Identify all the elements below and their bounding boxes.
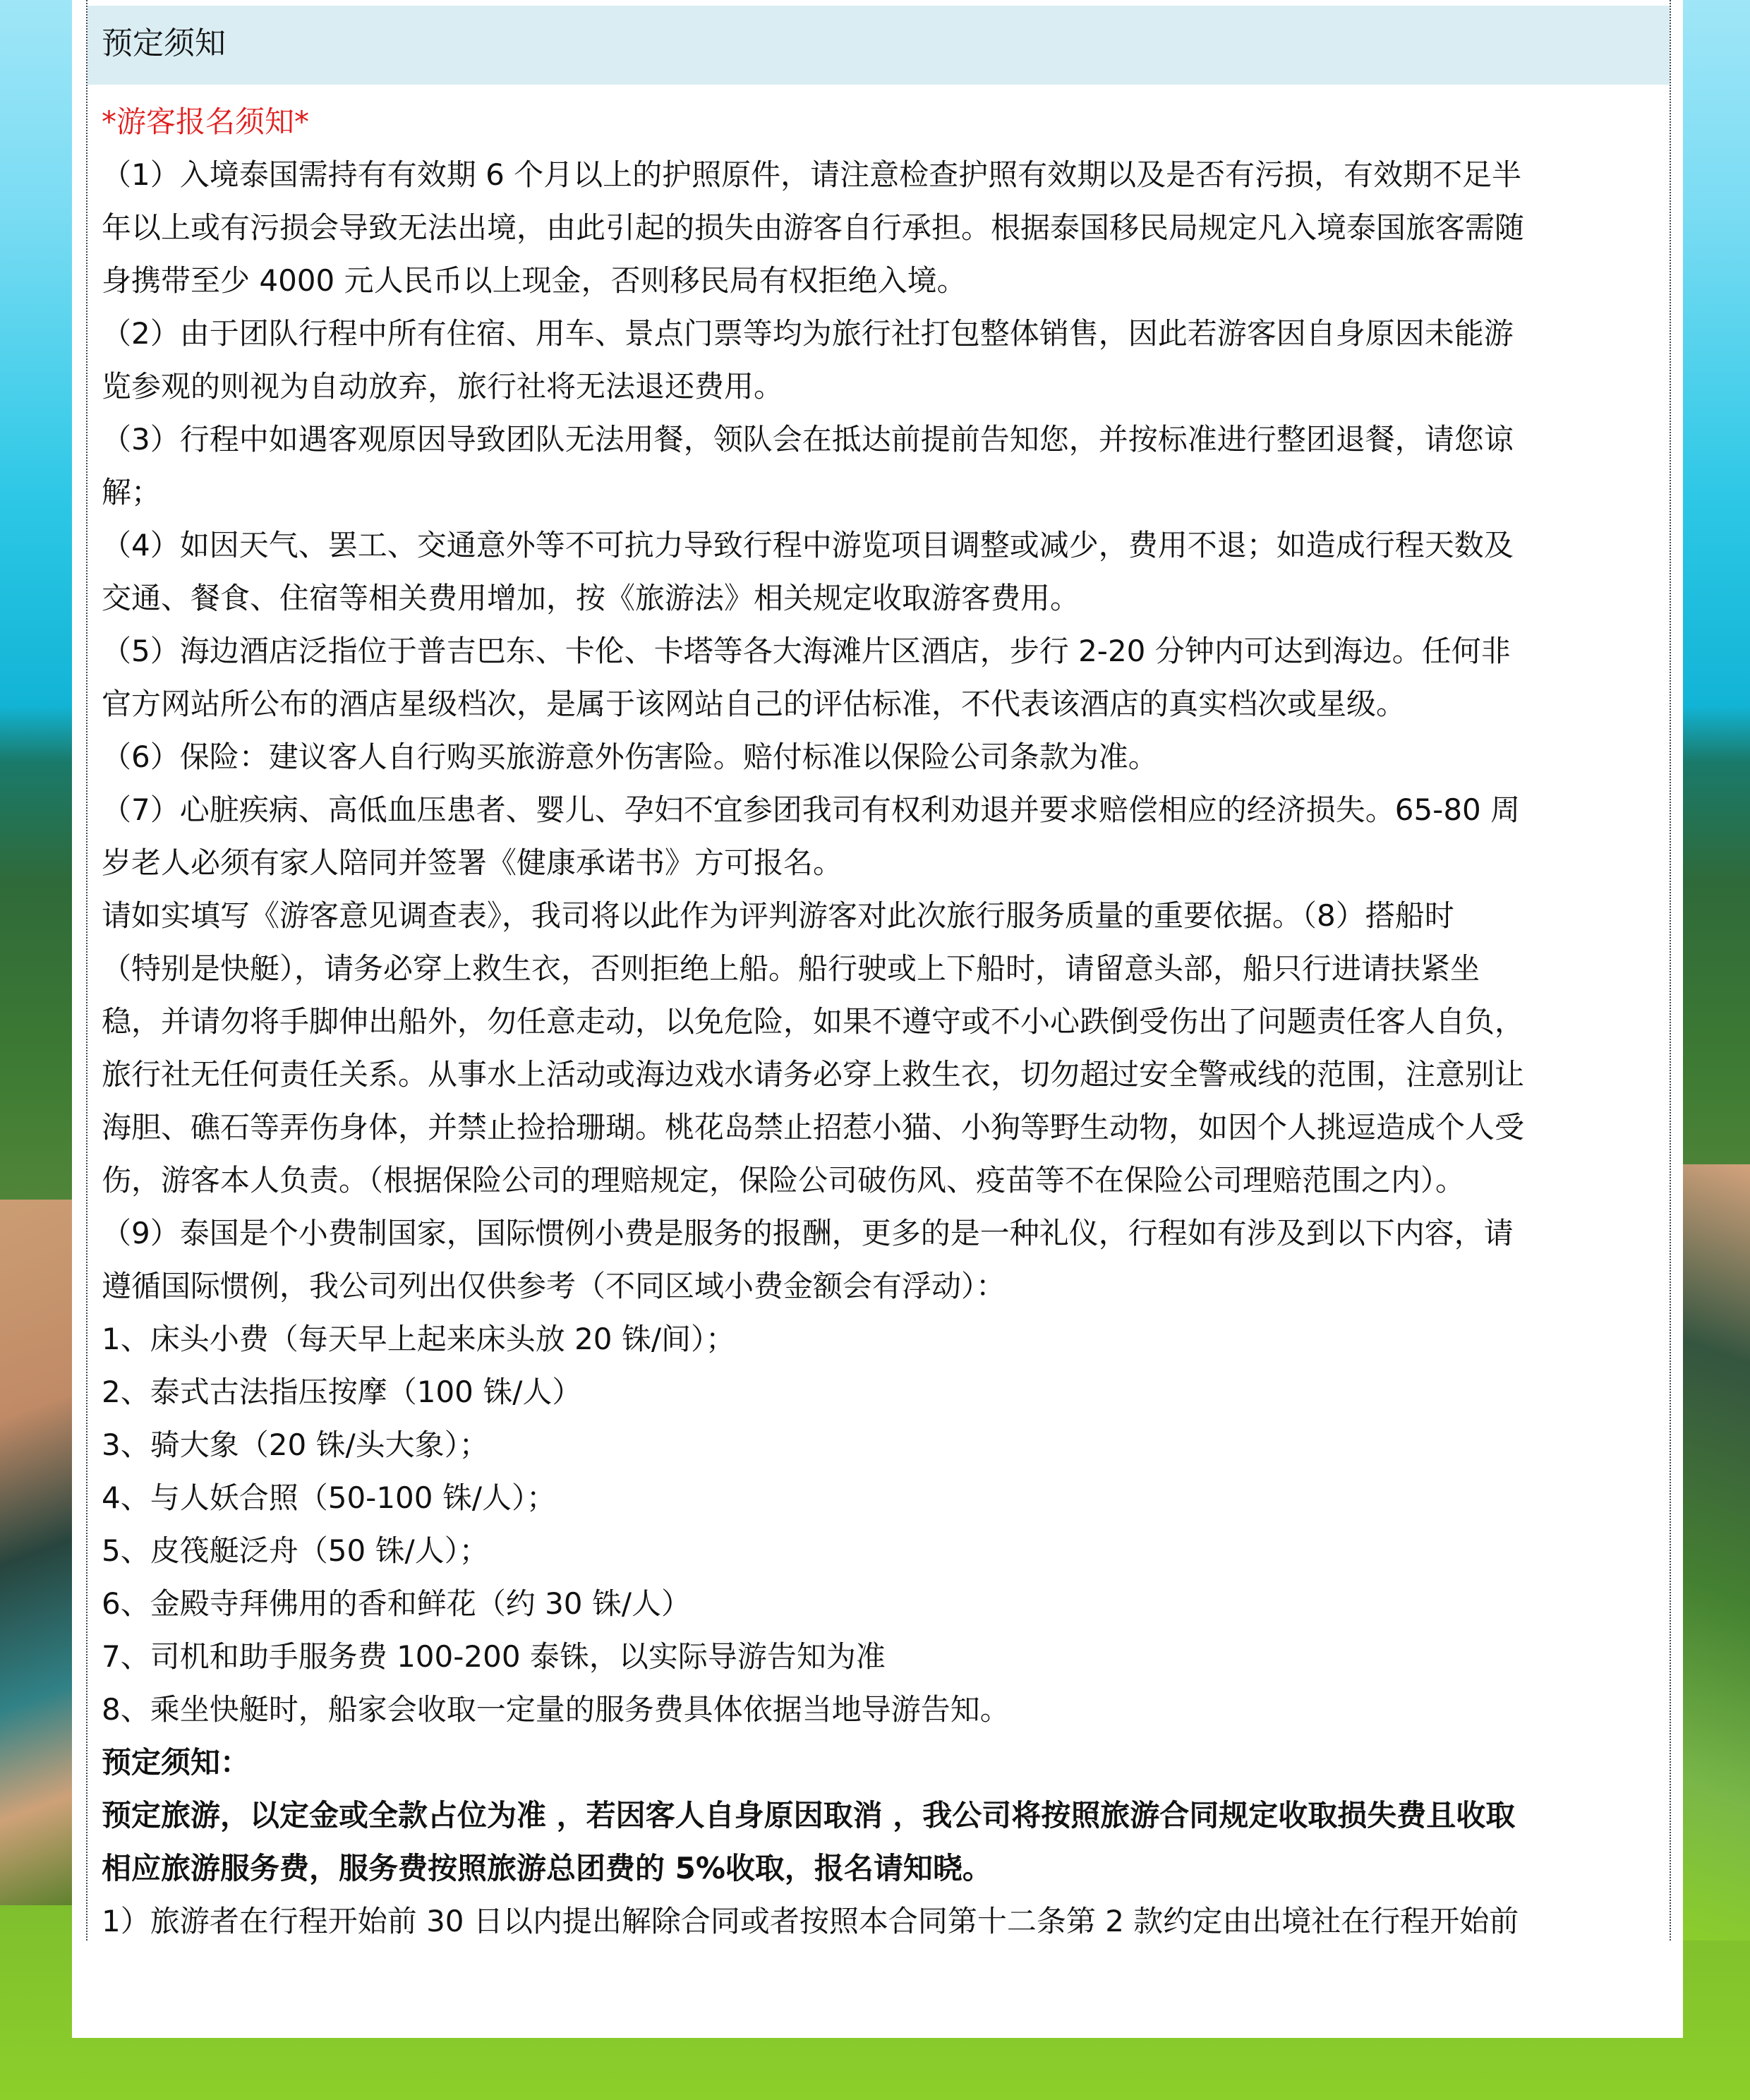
notice-line: 岁老人必须有家人陪同并签署《健康承诺书》方可报名。 — [102, 845, 843, 880]
notice-line: 稳，并请勿将手脚伸出船外，勿任意走动，以免危险，如果不遵守或不小心跌倒受伤出了问题责任客人自负， — [102, 1004, 1525, 1039]
background-photo-right — [1683, 1164, 1750, 1941]
booking-policy-line: 相应旅游服务费，服务费按照旅游总团费的 5%收取，报名请知晓。 — [102, 1851, 992, 1885]
notice-line: 年以上或有污损会导致无法出境，由此引起的损失由游客自行承担。根据泰国移民局规定凡入境泰国旅客需随 — [102, 210, 1525, 245]
notice-line: （9）泰国是个小费制国家，国际惯例小费是服务的报酬，更多的是一种礼仪，行程如有涉及到以下内容，请 — [102, 1216, 1514, 1250]
section-header — [88, 6, 1670, 85]
notice-card — [72, 0, 1683, 2038]
tip-item: 8、乘坐快艇时，船家会收取一定量的服务费具体依据当地导游告知。 — [102, 1692, 1010, 1727]
notice-line: （1）入境泰国需持有有效期 6 个月以上的护照原件，请注意检查护照有效期以及是否有污损，有效期不足半 — [102, 157, 1522, 192]
tip-item: 2、泰式古法指压按摩（100 铢/人） — [102, 1375, 582, 1409]
notice-line: （5）海边酒店泛指位于普吉巴东、卡伦、卡塔等各大海滩片区酒店，步行 2-20 分钟内可达到海边。任何非 — [102, 634, 1511, 668]
notice-line: 遵循国际惯例，我公司列出仅供参考（不同区域小费金额会有浮动）： — [102, 1269, 1006, 1303]
notice-subtitle: *游客报名须知* — [102, 104, 310, 139]
notice-line: 伤，游客本人负责。（根据保险公司的理赔规定，保险公司破伤风、疫苗等不在保险公司理赔范围之内）。 — [102, 1163, 1466, 1197]
notice-line: （特别是快艇），请务必穿上救生衣，否则拒绝上船。船行驶或上下船时，请留意头部，船只行进请扶紧坐 — [102, 951, 1480, 986]
notice-line: 身携带至少 4000 元人民币以上现金，否则移民局有权拒绝入境。 — [102, 263, 967, 298]
booking-clause: 1）旅游者在行程开始前 30 日以内提出解除合同或者按照本合同第十二条第 2 款约定由出境社在行程开始前 — [102, 1904, 1519, 1938]
notice-line: 旅行社无任何责任关系。从事水上活动或海边戏水请务必穿上救生衣，切勿超过安全警戒线的范围，注意别让 — [102, 1057, 1525, 1092]
notice-line: 海胆、礁石等弄伤身体，并禁止捡拾珊瑚。桃花岛禁止招惹小猫、小狗等野生动物，如因个人挑逗造成个人受 — [102, 1110, 1525, 1145]
section-title: 预定须知 — [102, 25, 226, 61]
booking-heading: 预定须知： — [102, 1745, 251, 1780]
notice-line: （6）保险：建议客人自行购买旅游意外伤害险。赔付标准以保险公司条款为准。 — [102, 740, 1158, 774]
notice-content — [102, 95, 1661, 1948]
tip-item: 4、与人妖合照（50-100 铢/人）； — [102, 1480, 556, 1515]
booking-policy-line: 预定旅游，以定金或全款占位为准 ，若因客人自身原因取消 ，我公司将按照旅游合同规定收取损失费且收取 — [102, 1798, 1516, 1833]
notice-line: 请如实填写《游客意见调查表》，我司将以此作为评判游客对此次旅行服务质量的重要依据。（8）搭船时 — [102, 898, 1454, 933]
notice-line: 官方网站所公布的酒店星级档次，是属于该网站自己的评估标准，不代表该酒店的真实档次或星级。 — [102, 687, 1406, 721]
tip-item: 7、司机和助手服务费 100-200 泰铢，以实际导游告知为准 — [102, 1639, 886, 1674]
tip-item: 6、金殿寺拜佛用的香和鲜花（约 30 铢/人） — [102, 1586, 692, 1621]
notice-line: 交通、餐食、住宿等相关费用增加，按《旅游法》相关规定收取游客费用。 — [102, 581, 1080, 615]
notice-line: （2）由于团队行程中所有住宿、用车、景点门票等均为旅行社打包整体销售，因此若游客因自身原因未能游 — [102, 316, 1514, 351]
notice-line: （4）如因天气、罢工、交通意外等不可抗力导致行程中游览项目调整或减少，费用不退；如造成行程天数及 — [102, 528, 1514, 562]
notice-line: （7）心脏疾病、高低血压患者、婴儿、孕妇不宜参团我司有权利劝退并要求赔偿相应的经济损失。65-80 周 — [102, 792, 1521, 827]
notice-line: （3）行程中如遇客观原因导致团队无法用餐，领队会在抵达前提前告知您，并按标准进行整团退餐，请您谅 — [102, 422, 1514, 457]
notice-line: 解； — [102, 475, 162, 509]
tip-item: 5、皮筏艇泛舟（50 铢/人）； — [102, 1533, 489, 1568]
background-photo-left — [0, 1200, 72, 1905]
notice-line: 览参观的则视为自动放弃，旅行社将无法退还费用。 — [102, 369, 784, 404]
tip-item: 1、床头小费（每天早上起来床头放 20 铢/间）； — [102, 1322, 736, 1356]
tip-item: 3、骑大象（20 铢/头大象）； — [102, 1428, 489, 1462]
